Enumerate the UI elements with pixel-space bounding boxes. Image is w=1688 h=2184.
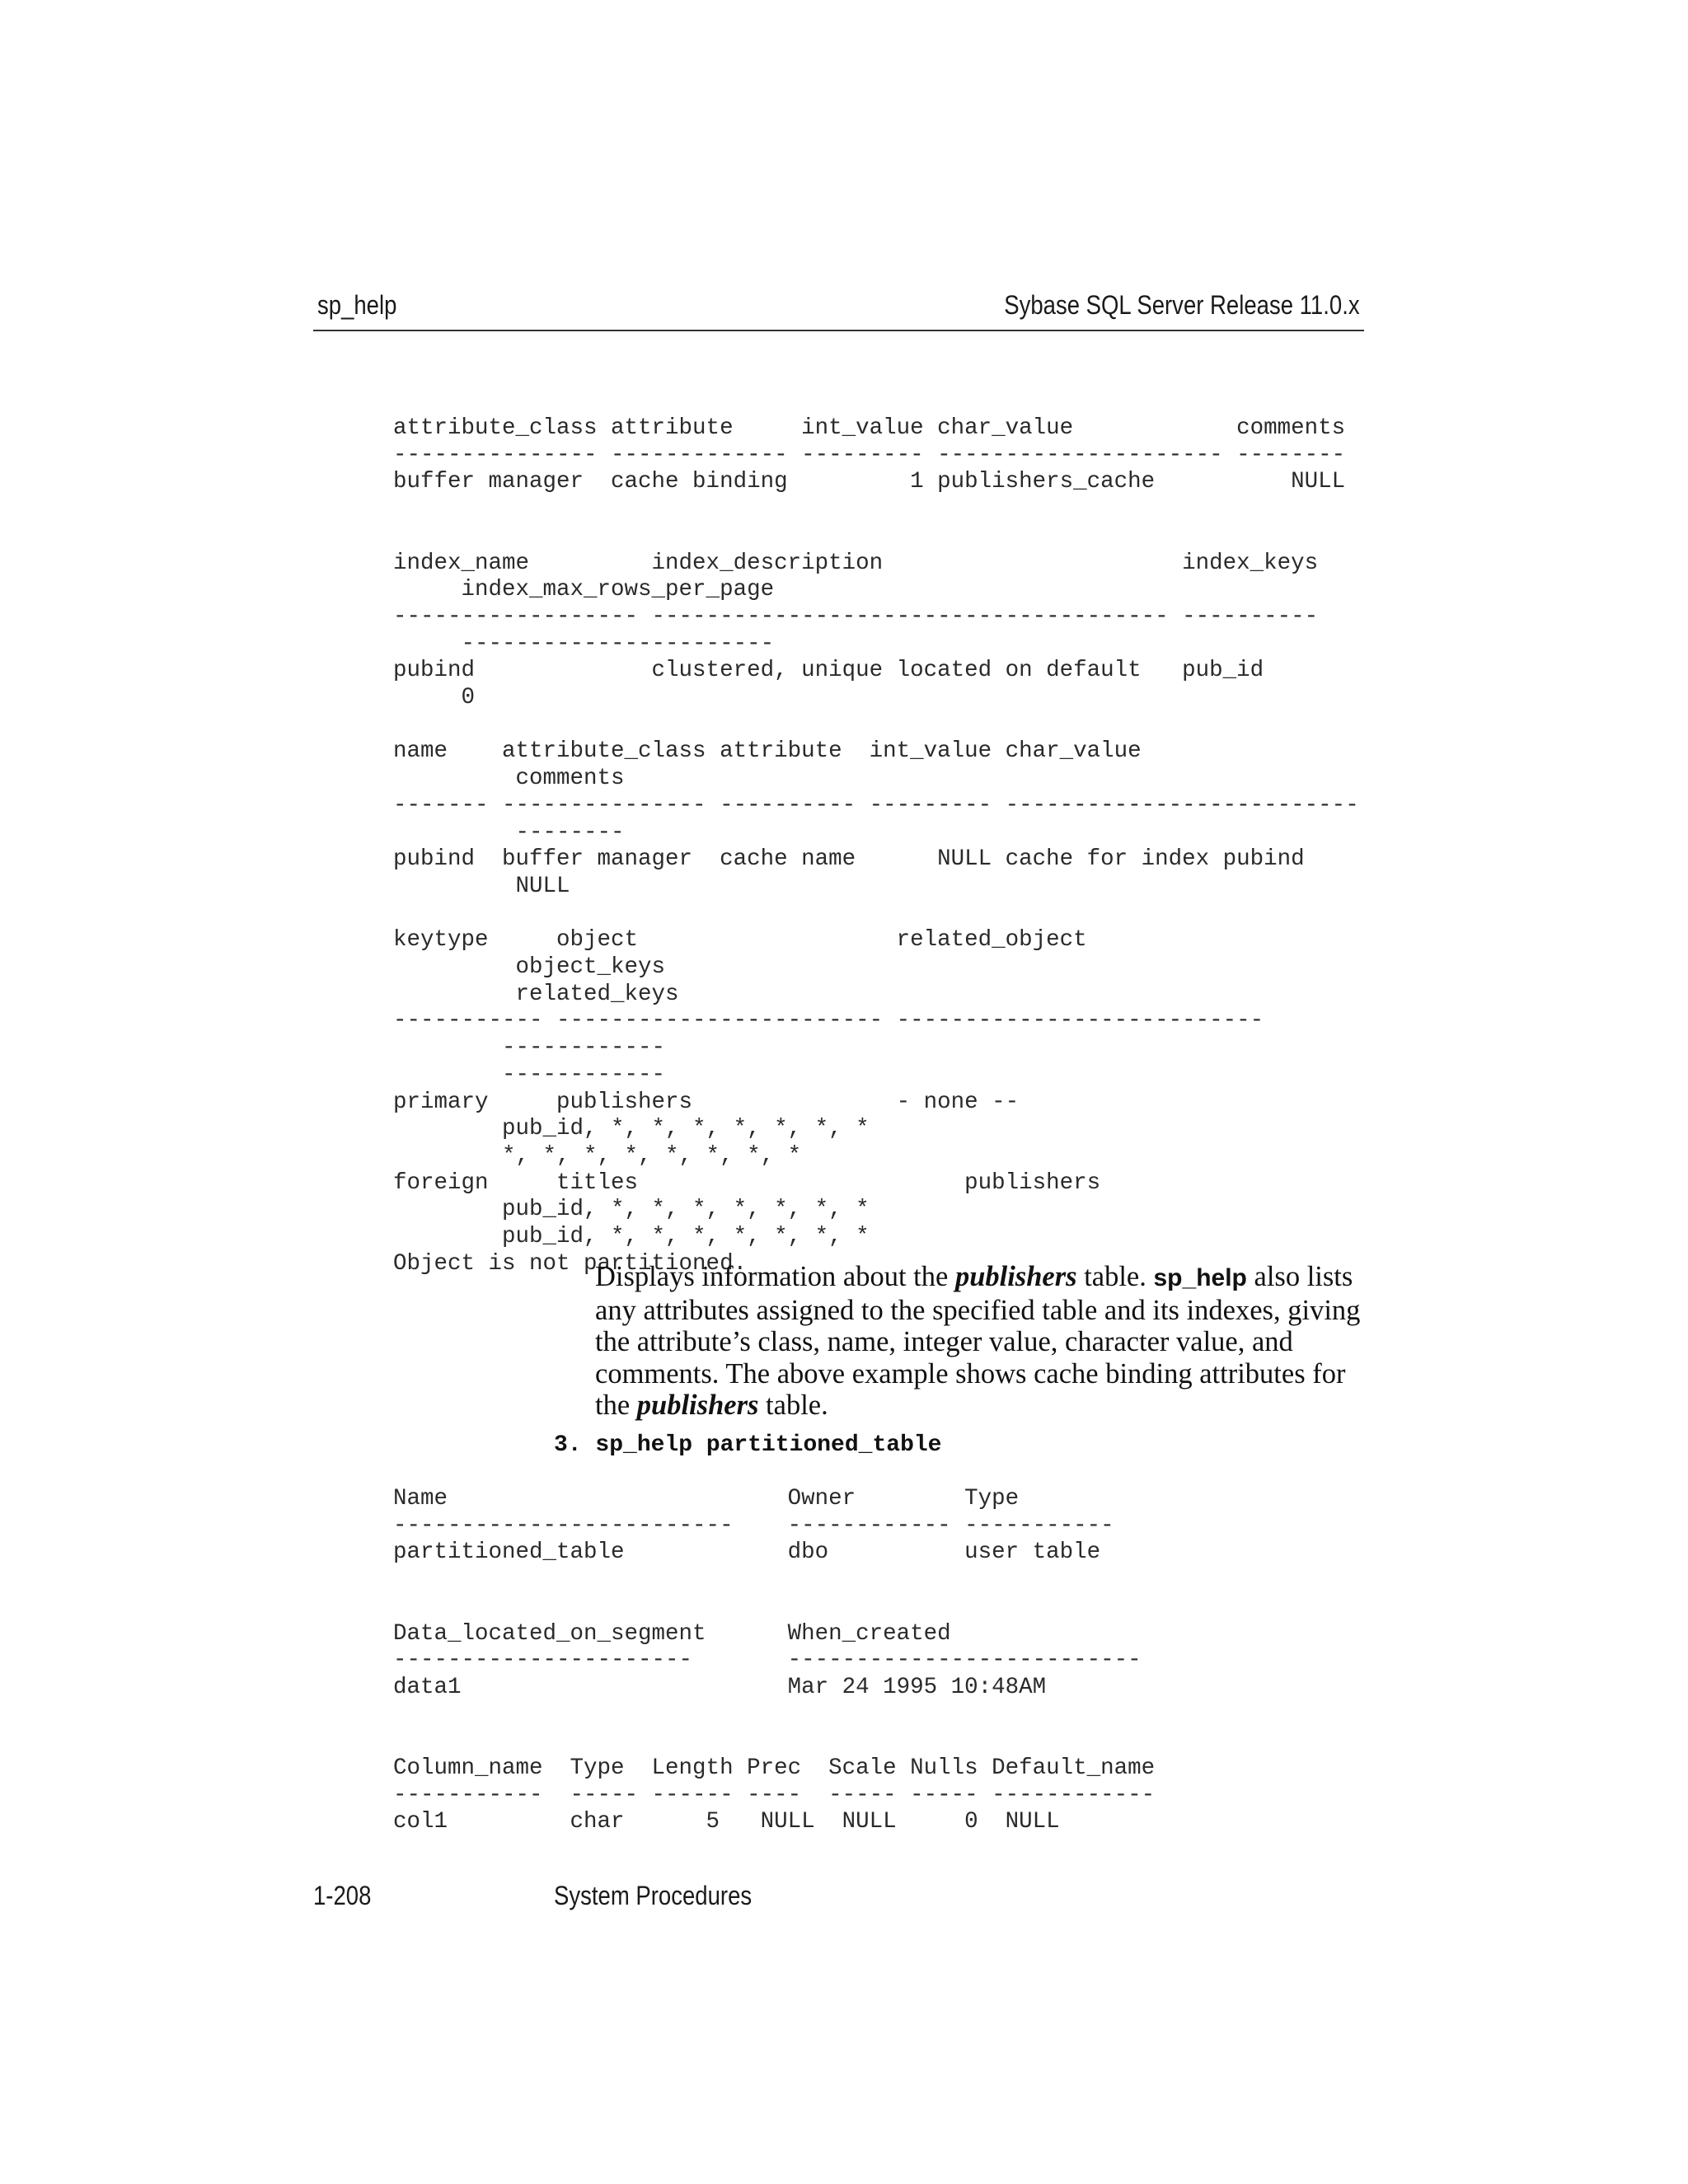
code-output-publishers: attribute_class attribute int_value char_value comments --------------- ------------- --------- --------------------- -------- buffer manager cache binding 1 publishers_cache NULL index_name index_description index_keys index_max_rows_per_page ------------------ -------------------------------------- ---------- ----------------------- pubind clustered, unique located on default pub_id 0 name attribute_class attribute int_value char_value comments ------- --------------- ---------- --------- -------------------------- -------- pubind buffer manager cache name NULL cache for index pubind NULL keytype object related_object object_keys related_keys ----------- ------------------------ --------------------------- ------------ ------------ primary publishers - none -- pub_id, *, *, *, *, *, *, * *, *, *, *, *, *, *, * foreign titles publishers pub_id, *, *, *, *, *, *, * pub_id, *, *, *, *, *, *, * Object is not partitioned.	[393, 415, 1359, 1277]
running-header-product: Sybase SQL Server Release 11.0.x	[1004, 290, 1360, 320]
code-output-partitioned-table: Name Owner Type ------------------------- ------------ ----------- partitioned_table dbo user table Data_located_on_segment When_created ---------------------- -------------------------- data1 Mar 24 1995 10:48AM Column_name Type Length Prec Scale Nulls Default_name ----------- ----- ------ ---- ----- ----- ------------ col1 char 5 NULL NULL 0 NULL	[393, 1486, 1156, 1835]
description-text-1: Displays information about the	[595, 1261, 955, 1292]
footer-title: System Procedures	[554, 1881, 753, 1910]
description-table-name-1: publishers	[954, 1261, 1077, 1292]
description-text-3: also lists any attributes assigned to the specified table and its indexes, giving the attribute’s class, name, integer value, character value, and comments. The above example shows cache binding attributes for the	[595, 1261, 1361, 1421]
running-header-section: sp_help	[317, 290, 397, 320]
example-3-heading: 3. sp_help partitioned_table	[554, 1432, 942, 1458]
header-rule	[313, 330, 1364, 331]
description-table-name-2: publishers	[636, 1390, 759, 1421]
description-text-2: table.	[1076, 1261, 1154, 1292]
description-command: sp_help	[1153, 1264, 1247, 1291]
footer-page-number: 1-208	[313, 1881, 372, 1910]
example-description	[595, 1261, 1374, 1422]
description-text-4: table.	[758, 1390, 828, 1421]
